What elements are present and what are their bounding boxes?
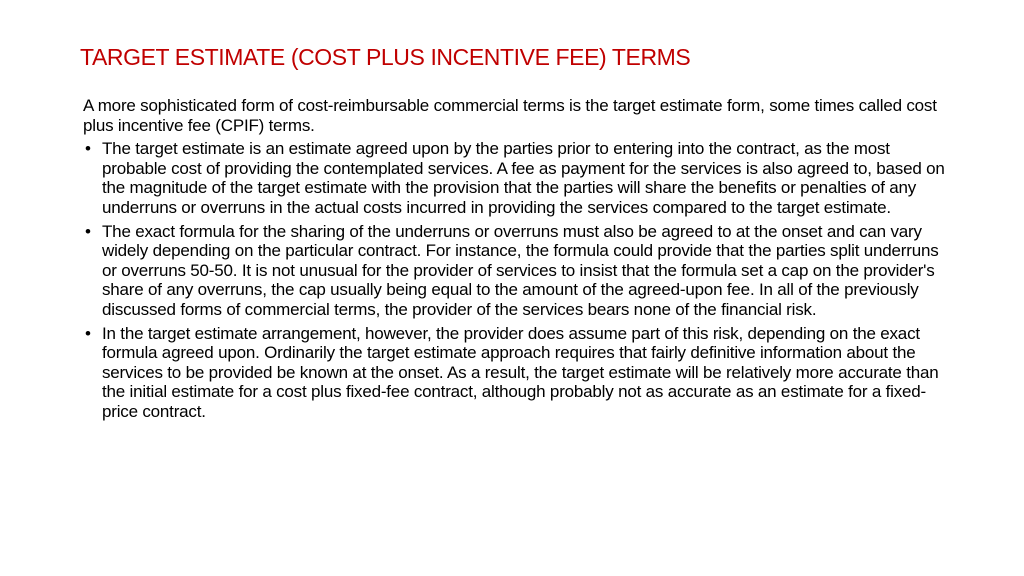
slide-title: TARGET ESTIMATE (COST PLUS INCENTIVE FEE) TERMS xyxy=(80,44,691,70)
bullet-text: The target estimate is an estimate agreed upon by the parties prior to entering into the contract, as the most probable cost of providing the contemplated services. A fee as payment for the services is also agreed to, based on the magnitude of the target estimate with the provision that the parties will share the benefits or penalties of any underruns or overruns in the actual costs incurred in providing the services compared to the target estimate. xyxy=(102,139,945,217)
bullet-item xyxy=(83,324,953,422)
intro-paragraph: A more sophisticated form of cost-reimbursable commercial terms is the target estimate form, some times called cost plus incentive fee (CPIF) terms. xyxy=(83,96,937,135)
bullet-item xyxy=(83,222,953,320)
bullet-list xyxy=(83,139,953,421)
bullet-icon: • xyxy=(85,221,91,241)
bullet-text: In the target estimate arrangement, however, the provider does assume part of this risk, depending on the exact formula agreed upon. Ordinarily the target estimate approach requires that fairly definitive information about the services to be provided be known at the onset. As a result, the target estimate will be relatively more accurate than the initial estimate for a cost plus fixed-fee contract, although probably not as accurate as an estimate for a fixed-price contract. xyxy=(102,323,939,421)
bullet-icon: • xyxy=(85,323,91,343)
slide-body xyxy=(83,96,953,426)
bullet-icon: • xyxy=(85,139,91,159)
bullet-text: The exact formula for the sharing of the underruns or overruns must also be agreed to at the onset and can vary widely depending on the particular contract. For instance, the formula could provide that the parties split underruns or overruns 50-50. It is not unusual for the provider of services to insist that the formula set a cap on the provider's share of any overruns, the cap usually being equal to the amount of the agreed-upon fee. In all of the previously discussed forms of commercial terms, the provider of the services bears none of the financial risk. xyxy=(102,221,939,319)
bullet-item xyxy=(83,139,953,217)
